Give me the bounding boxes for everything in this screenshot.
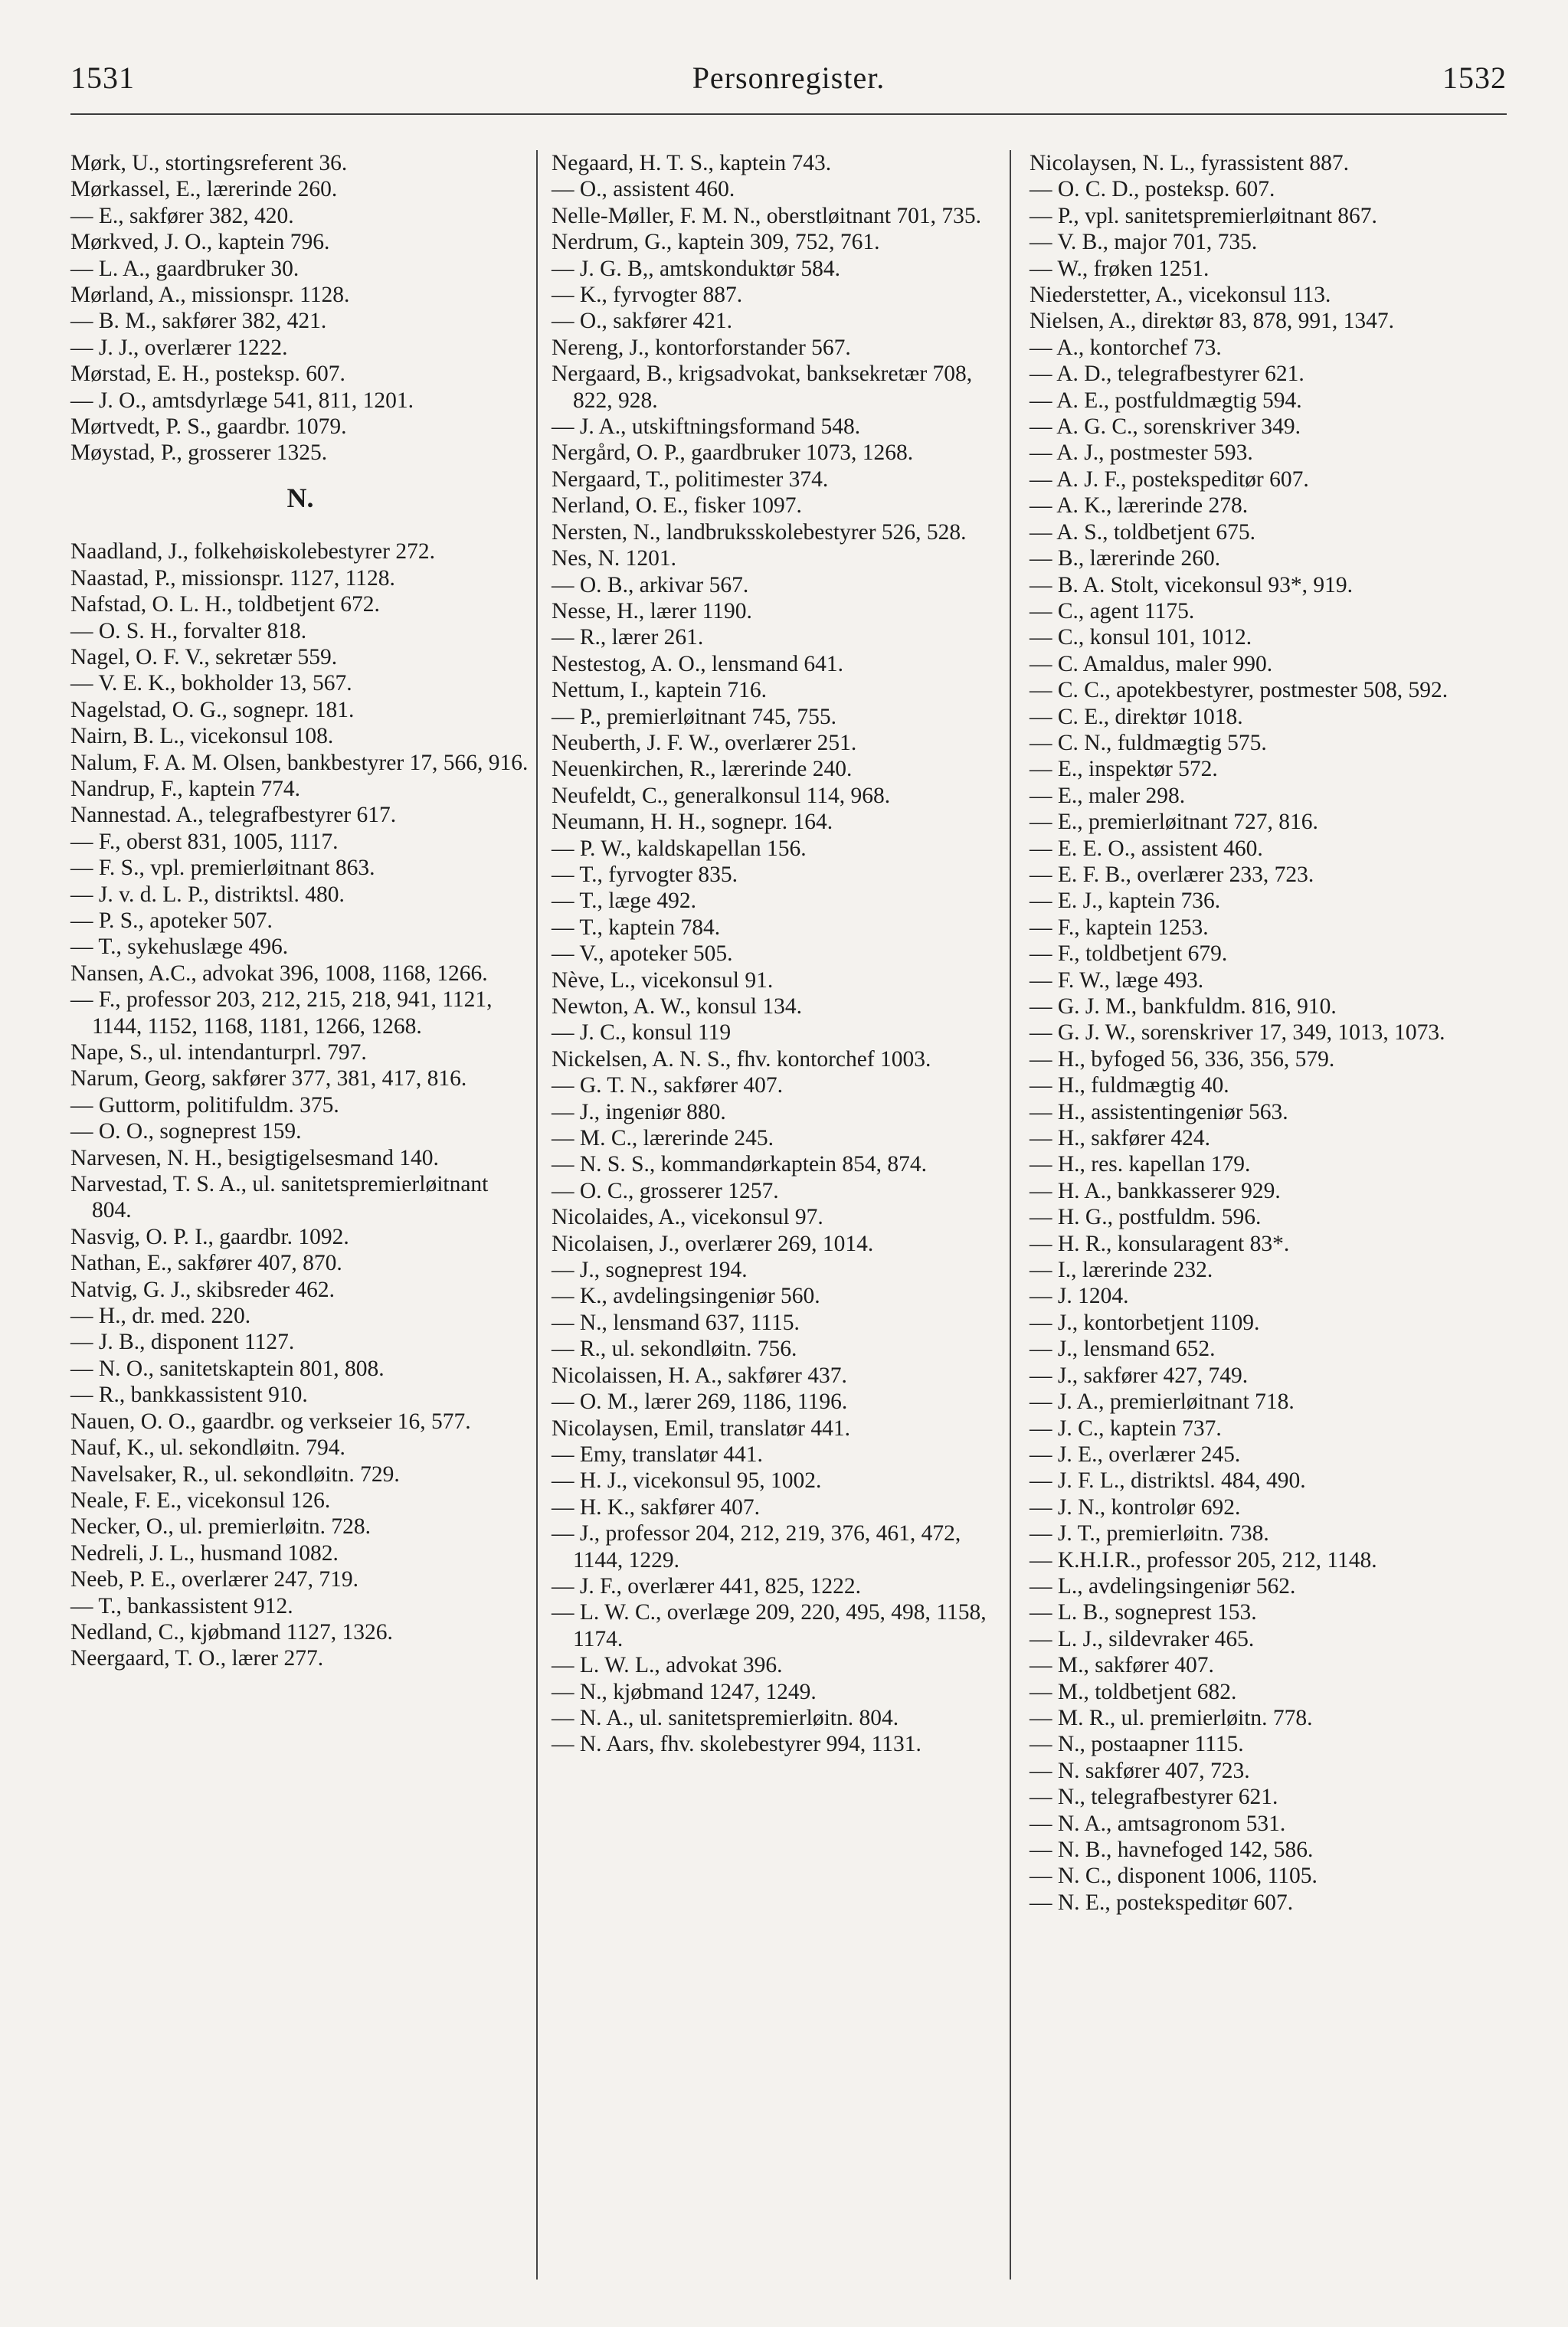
register-entry: Mørstad, E. H., posteksp. 607. — [70, 362, 345, 387]
register-entry: Niederstetter, A., vicekonsul 113. — [1030, 283, 1331, 308]
register-entry: Nandrup, F., kaptein 774. — [70, 776, 300, 801]
register-entry: Nickelsen, A. N. S., fhv. kontorchef 1003. — [552, 1046, 931, 1072]
register-entry: Necker, O., ul. premierløitn. 728. — [70, 1514, 372, 1540]
register-entry: — C., agent 1175. — [1030, 598, 1195, 623]
register-entry: Nansen, A.C., advokat 396, 1008, 1168, 1266. — [70, 961, 488, 986]
register-entry: Navelsaker, R., ul. sekondløitn. 729. — [70, 1461, 400, 1487]
register-entry: Narum, Georg, sakfører 377, 381, 417, 816. — [70, 1066, 467, 1091]
register-entry: — L., avdelingsingeniør 562. — [1030, 1573, 1296, 1599]
register-entry: — E. J., kaptein 736. — [1030, 889, 1221, 914]
register-entry: — F. S., vpl. premierløitnant 863. — [70, 856, 375, 881]
register-entry: — M. R., ul. premierløitn. 778. — [1030, 1705, 1313, 1730]
register-entry: — T., læge 492. — [552, 889, 697, 914]
register-entry: — B. M., sakfører 382, 421. — [70, 309, 327, 334]
register-entry: — L. A., gaardbruker 30. — [70, 256, 300, 281]
register-entry: — L. W. L., advokat 396. — [552, 1653, 783, 1678]
register-entry: — J., sogneprest 194. — [552, 1258, 748, 1283]
register-entry: — J. C., kaptein 737. — [1030, 1416, 1222, 1441]
register-entry: Narvesen, N. H., besigtigelsesmand 140. — [70, 1145, 439, 1170]
register-entry: — B. A. Stolt, vicekonsul 93*, 919. — [1030, 572, 1354, 597]
register-entry: Nersten, N., landbruksskolebestyrer 526, 528. — [552, 519, 967, 545]
register-entry: Nagel, O. F. V., sekretær 559. — [70, 644, 338, 669]
register-entry: — Guttorm, politifuldm. 375. — [70, 1092, 339, 1118]
register-entry: — R., ul. sekondløitn. 756. — [552, 1337, 797, 1362]
register-entry: — H., res. kapellan 179. — [1030, 1152, 1251, 1177]
register-entry: — N., kjøbmand 1247, 1249. — [552, 1679, 817, 1704]
register-entry: Nève, L., vicekonsul 91. — [552, 967, 774, 993]
register-entry: — H. R., konsularagent 83*. — [1030, 1231, 1290, 1256]
register-entry: — O., sakfører 421. — [552, 309, 732, 334]
register-entry: Nauf, K., ul. sekondløitn. 794. — [70, 1435, 345, 1461]
column-1 — [70, 150, 530, 1672]
register-entry: — B., lærerinde 260. — [1030, 546, 1221, 571]
register-entry: Nergaard, B., krigsadvokat, banksekretær 708, 822, 928. — [552, 362, 973, 413]
register-entry: — A. D., telegrafbestyrer 621. — [1030, 362, 1304, 387]
register-entry: Neale, F. E., vicekonsul 126. — [70, 1488, 331, 1513]
register-entry: Nannestad. A., telegrafbestyrer 617. — [70, 803, 397, 828]
page-title: Personregister. — [692, 61, 885, 95]
register-entry: — J. v. d. L. P., distriktsl. 480. — [70, 882, 345, 907]
register-entry: — N. O., sanitetskaptein 801, 808. — [70, 1356, 385, 1381]
register-entry: — O. B., arkivar 567. — [552, 572, 749, 597]
register-entry: — C. C., apotekbestyrer, postmester 508, 592. — [1030, 678, 1449, 703]
register-entry: — A., kontorchef 73. — [1030, 335, 1222, 360]
register-entry: — T., kaptein 784. — [552, 915, 721, 940]
register-entry: — C. Amaldus, maler 990. — [1030, 651, 1273, 676]
register-entry: — J. B., disponent 1127. — [70, 1330, 295, 1355]
register-entry: — A. E., postfuldmægtig 594. — [1030, 388, 1302, 413]
register-entry: — H., fuldmægtig 40. — [1030, 1073, 1229, 1098]
register-entry: — O. O., sogneprest 159. — [70, 1119, 302, 1144]
register-entry: — N. A., amtsagronom 531. — [1030, 1811, 1286, 1836]
register-entry: Nape, S., ul. intendanturprl. 797. — [70, 1040, 367, 1065]
register-entry: Nedreli, J. L., husmand 1082. — [70, 1540, 339, 1566]
register-entry: — V. B., major 701, 735. — [1030, 230, 1258, 255]
register-entry: — N. E., postekspeditør 607. — [1030, 1890, 1294, 1915]
register-entry: Nerdrum, G., kaptein 309, 752, 761. — [552, 230, 880, 255]
register-entry: — J. G. B,, amtskonduktør 584. — [552, 256, 840, 281]
register-entry: — N. A., ul. sanitetspremierløitn. 804. — [552, 1705, 899, 1730]
register-entry: — J. F. L., distriktsl. 484, 490. — [1030, 1468, 1306, 1494]
register-entry: Mørland, A., missionspr. 1128. — [70, 283, 350, 308]
register-entry: — H., dr. med. 220. — [70, 1304, 251, 1329]
register-entry: Mørk, U., stortingsreferent 36. — [70, 151, 348, 175]
register-entry: Negaard, H. T. S., kaptein 743. — [552, 151, 832, 175]
page-number-right: 1532 — [1442, 61, 1507, 95]
register-entry: — K., fyrvogter 887. — [552, 283, 743, 308]
register-entry: — O., assistent 460. — [552, 177, 735, 202]
register-entry: — E. F. B., overlærer 233, 723. — [1030, 862, 1314, 887]
register-entry: — H. G., postfuldm. 596. — [1030, 1205, 1262, 1230]
register-entry: — H., byfoged 56, 336, 356, 579. — [1030, 1046, 1335, 1072]
register-entry: Neufeldt, C., generalkonsul 114, 968. — [552, 783, 891, 808]
register-entry: — T., bankassistent 912. — [70, 1593, 293, 1618]
register-entry: Newton, A. W., konsul 134. — [552, 994, 802, 1019]
register-entry: — J., professor 204, 212, 219, 376, 461, 472, 1144, 1229. — [552, 1521, 961, 1573]
register-entry: — A. J., postmester 593. — [1030, 440, 1253, 466]
register-entry: — G. T. N., sakfører 407. — [552, 1073, 784, 1098]
register-entry: Nielsen, A., direktør 83, 878, 991, 1347. — [1030, 309, 1395, 334]
register-entry: — T., sykehuslæge 496. — [70, 934, 289, 960]
register-entry: — N. Aars, fhv. skolebestyrer 994, 1131. — [552, 1732, 921, 1757]
register-entry: Natvig, G. J., skibsreder 462. — [70, 1277, 335, 1302]
register-entry: — J. F., overlærer 441, 825, 1222. — [552, 1573, 862, 1599]
register-entry: — O. C., grosserer 1257. — [552, 1178, 779, 1203]
page-number-left: 1531 — [70, 61, 135, 95]
register-entry: Nauen, O. O., gaardbr. og verkseier 16, 577. — [70, 1409, 471, 1434]
register-entry: Neuenkirchen, R., lærerinde 240. — [552, 757, 853, 782]
register-entry: — G. J. M., bankfuldm. 816, 910. — [1030, 994, 1337, 1019]
register-entry: — P., vpl. sanitetspremierløitnant 867. — [1030, 203, 1377, 228]
register-entry: — P. W., kaldskapellan 156. — [552, 836, 807, 861]
register-entry: — H. A., bankkasserer 929. — [1030, 1178, 1281, 1203]
register-entry: — O. S. H., forvalter 818. — [70, 618, 307, 643]
register-entry: Nicolaissen, H. A., sakfører 437. — [552, 1363, 847, 1388]
register-entry: — J. 1204. — [1030, 1284, 1129, 1309]
register-entry: — J. C., konsul 119 — [552, 1020, 732, 1046]
register-entry: Nergård, O. P., gaardbruker 1073, 1268. — [552, 440, 914, 466]
register-entry: Mørtvedt, P. S., gaardbr. 1079. — [70, 414, 347, 440]
register-entry: — E., maler 298. — [1030, 783, 1186, 808]
register-entry: — N. S. S., kommandørkaptein 854, 874. — [552, 1152, 928, 1177]
register-entry: — E. E. O., assistent 460. — [1030, 836, 1263, 861]
register-entry: — P., premierløitnant 745, 755. — [552, 704, 836, 729]
register-entry: — H., sakfører 424. — [1030, 1126, 1210, 1151]
register-entry: — O. C. D., posteksp. 607. — [1030, 177, 1275, 202]
register-entry: — A. K., lærerinde 278. — [1030, 493, 1249, 519]
register-entry: — J., kontorbetjent 1109. — [1030, 1310, 1260, 1335]
register-entry: — J. J., overlærer 1222. — [70, 335, 288, 360]
register-entry: Nettum, I., kaptein 716. — [552, 678, 768, 703]
register-entry: — J., sakfører 427, 749. — [1030, 1363, 1249, 1388]
register-entry: — J. N., kontrolør 692. — [1030, 1494, 1241, 1520]
register-entry: — C., konsul 101, 1012. — [1030, 625, 1252, 650]
column-2 — [552, 150, 1011, 1758]
register-entry: — J., ingeniør 880. — [552, 1099, 726, 1124]
register-entry: Narvestad, T. S. A., ul. sanitetspremierløitnant 804. — [70, 1172, 489, 1223]
register-entry: Nafstad, O. L. H., toldbetjent 672. — [70, 592, 380, 617]
register-entry: — J. T., premierløitn. 738. — [1030, 1521, 1269, 1546]
register-entry: — E., inspektør 572. — [1030, 757, 1218, 782]
register-entry: Nelle-Møller, F. M. N., oberstløitnant 701, 735. — [552, 203, 981, 228]
register-entry: — N., telegrafbestyrer 621. — [1030, 1785, 1278, 1810]
register-entry: — P. S., apoteker 507. — [70, 908, 273, 933]
register-entry: Nicolaides, A., vicekonsul 97. — [552, 1205, 823, 1230]
register-entry: Møystad, P., grosserer 1325. — [70, 440, 328, 466]
register-entry: — H. K., sakfører 407. — [552, 1494, 760, 1520]
register-entry: Naadland, J., folkehøiskolebestyrer 272. — [70, 539, 435, 565]
register-entry: Nestestog, A. O., lensmand 641. — [552, 651, 844, 676]
register-entry: — J. A., premierløitnant 718. — [1030, 1389, 1295, 1415]
register-entry: — N. C., disponent 1006, 1105. — [1030, 1864, 1318, 1889]
register-entry: — A. S., toldbetjent 675. — [1030, 519, 1255, 545]
register-entry: — N., postaapner 1115. — [1030, 1732, 1244, 1757]
register-entry: Naastad, P., missionspr. 1127, 1128. — [70, 565, 395, 591]
register-entry: Neuberth, J. F. W., overlærer 251. — [552, 730, 857, 755]
register-entry: Nereng, J., kontorforstander 567. — [552, 335, 851, 360]
register-entry: Nicolaysen, N. L., fyrassistent 887. — [1030, 151, 1350, 175]
register-entry: — H., assistentingeniør 563. — [1030, 1099, 1288, 1124]
register-entry: — J. O., amtsdyrlæge 541, 811, 1201. — [70, 388, 414, 413]
register-entry: Nes, N. 1201. — [552, 546, 677, 571]
section-letter: N. — [286, 482, 314, 513]
register-entry: Nathan, E., sakfører 407, 870. — [70, 1251, 342, 1276]
register-entry: — M., sakfører 407. — [1030, 1653, 1214, 1678]
register-entry: — N. sakfører 407, 723. — [1030, 1758, 1250, 1783]
register-entry: Nedland, C., kjøbmand 1127, 1326. — [70, 1619, 393, 1645]
register-entry: — F., professor 203, 212, 215, 218, 941, 1121, 1144, 1152, 1168, 1181, 1266, 1268. — [70, 987, 493, 1039]
register-entry: — N. B., havnefoged 142, 586. — [1030, 1838, 1314, 1862]
column-divider — [536, 150, 538, 2280]
register-entry: — V., apoteker 505. — [552, 941, 733, 967]
register-entry: — A. J. F., postekspeditør 607. — [1030, 466, 1309, 492]
register-entry: — J. A., utskiftningsformand 548. — [552, 414, 861, 440]
header-rule — [70, 113, 1507, 115]
register-entry: Nicolaisen, J., overlærer 269, 1014. — [552, 1231, 874, 1256]
register-entry: Nairn, B. L., vicekonsul 108. — [70, 724, 334, 749]
register-entry: — O. M., lærer 269, 1186, 1196. — [552, 1389, 848, 1415]
register-entry: — F. W., læge 493. — [1030, 967, 1204, 993]
register-entry: — V. E. K., bokholder 13, 567. — [70, 671, 352, 696]
register-entry: Neeb, P. E., overlærer 247, 719. — [70, 1567, 359, 1592]
register-entry: Nesse, H., lærer 1190. — [552, 598, 752, 623]
register-entry: — F., kaptein 1253. — [1030, 915, 1209, 940]
register-entry: — K., avdelingsingeniør 560. — [552, 1284, 820, 1309]
register-entry: — L. J., sildevraker 465. — [1030, 1626, 1255, 1651]
register-entry: — Emy, translatør 441. — [552, 1442, 763, 1467]
register-entry: Neergaard, T. O., lærer 277. — [70, 1646, 324, 1671]
register-entry: — H. J., vicekonsul 95, 1002. — [552, 1468, 822, 1494]
register-entry: — K.H.I.R., professor 205, 212, 1148. — [1030, 1547, 1377, 1573]
register-entry: — J. E., overlærer 245. — [1030, 1442, 1241, 1467]
register-entry: — E., premierløitnant 727, 816. — [1030, 810, 1318, 835]
register-entry: — N., lensmand 637, 1115. — [552, 1310, 800, 1335]
register-entry: — L. W. C., overlæge 209, 220, 495, 498, 1158, 1174. — [552, 1600, 987, 1651]
register-entry: Nasvig, O. P. I., gaardbr. 1092. — [70, 1224, 349, 1249]
register-entry: Neumann, H. H., sognepr. 164. — [552, 810, 833, 835]
register-entry: — A. G. C., sorenskriver 349. — [1030, 414, 1301, 440]
column-3 — [1030, 150, 1495, 1916]
register-entry: — L. B., sogneprest 153. — [1030, 1600, 1257, 1625]
register-entry: — F., oberst 831, 1005, 1117. — [70, 829, 339, 854]
register-entry: Nalum, F. A. M. Olsen, bankbestyrer 17, 566, 916. — [70, 750, 529, 775]
register-entry: — C. N., fuldmægtig 575. — [1030, 730, 1267, 755]
register-entry: Nerland, O. E., fisker 1097. — [552, 493, 802, 519]
page-header — [70, 60, 1507, 113]
register-entry: Nergaard, T., politimester 374. — [552, 466, 829, 492]
register-entry: — M., toldbetjent 682. — [1030, 1679, 1237, 1704]
register-entry: — F., toldbetjent 679. — [1030, 941, 1228, 967]
register-entry: — G. J. W., sorenskriver 17, 349, 1013, 1073. — [1030, 1020, 1445, 1046]
register-entry: Mørkassel, E., lærerinde 260. — [70, 177, 338, 202]
register-entry: — R., bankkassistent 910. — [70, 1383, 308, 1408]
register-entry: — T., fyrvogter 835. — [552, 862, 738, 887]
register-entry: — R., lærer 261. — [552, 625, 704, 650]
register-entry: — E., sakfører 382, 420. — [70, 203, 294, 228]
register-entry: — J., lensmand 652. — [1030, 1337, 1216, 1362]
register-entry: Mørkved, J. O., kaptein 796. — [70, 230, 330, 255]
column-divider — [1010, 150, 1011, 2280]
register-entry: — I., lærerinde 232. — [1030, 1258, 1213, 1283]
register-entry: — C. E., direktør 1018. — [1030, 704, 1243, 729]
register-entry: Nagelstad, O. G., sognepr. 181. — [70, 697, 355, 722]
register-entry: — W., frøken 1251. — [1030, 256, 1210, 281]
register-entry: Nicolaysen, Emil, translatør 441. — [552, 1416, 850, 1441]
register-entry: — M. C., lærerinde 245. — [552, 1126, 774, 1151]
